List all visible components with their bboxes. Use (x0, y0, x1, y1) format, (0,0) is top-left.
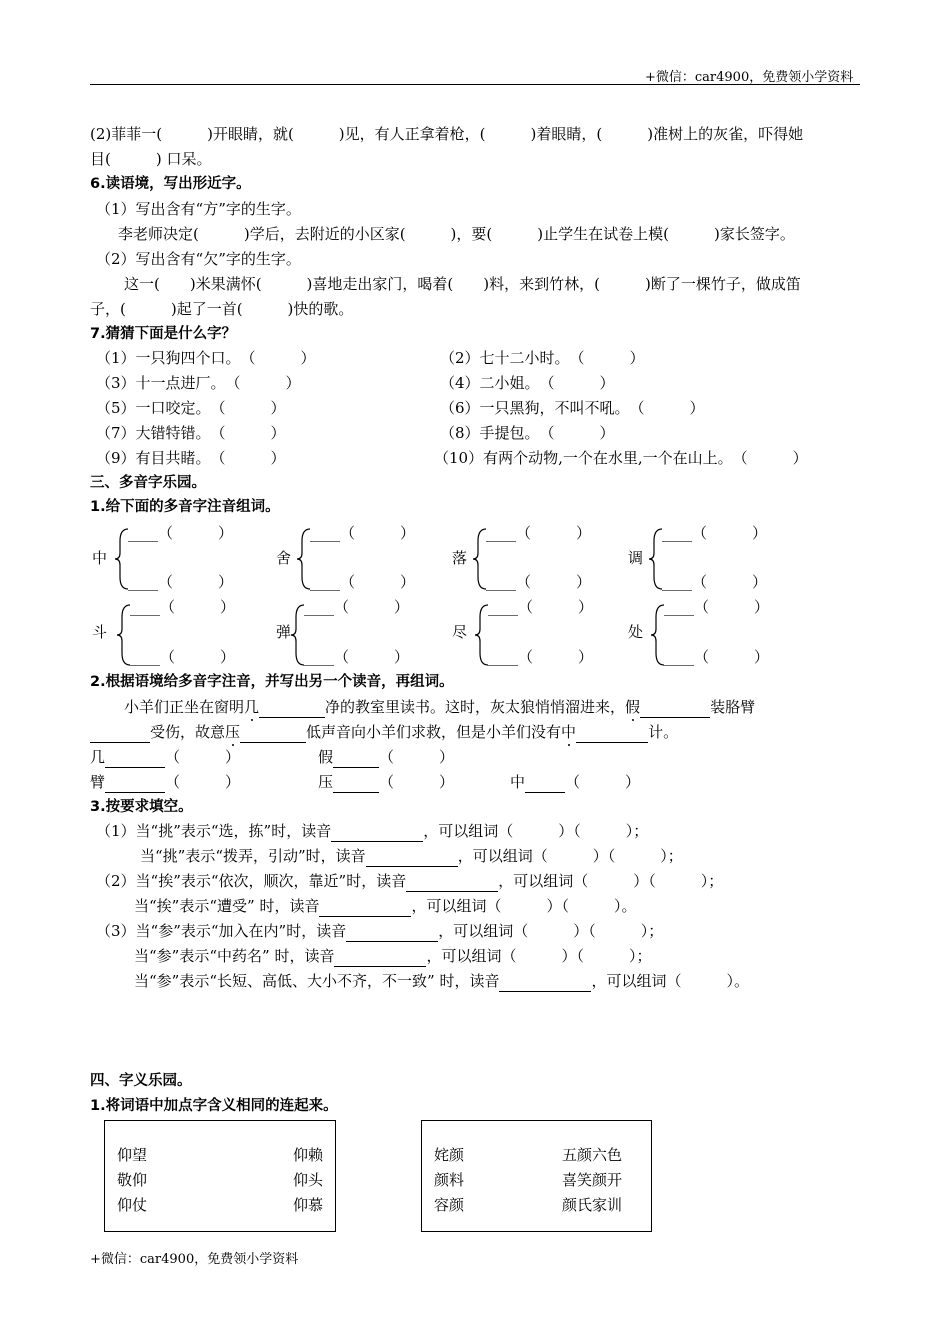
answer-blank[interactable] (499, 971, 591, 992)
prompt-text: （3）当“参”表示“加入在内”时，读音 (96, 922, 347, 940)
paren-blank[interactable]: （ ） (379, 773, 455, 791)
match-right-2[interactable]: 仰头 (293, 1171, 324, 1189)
poly-blank-bottom[interactable]: ____（ ） (664, 648, 770, 666)
dotted-char: 压 (225, 723, 241, 741)
answer-blank[interactable] (334, 946, 426, 967)
s3-q2-title: 2.根据语境给多音字注音，并写出另一个读音，再组词。 (90, 674, 454, 690)
paren-blank[interactable]: （ ） (565, 773, 641, 791)
section-4-title: 四、字义乐园。 (90, 1073, 192, 1089)
match-right-3[interactable]: 颜氏家训 (562, 1196, 623, 1214)
poly-blank-bottom[interactable]: ____（ ） (310, 573, 416, 591)
answer-blank[interactable] (333, 772, 379, 793)
s6-sub1-text: 李老师决定( )学后，去附近的小区家( )，要( )止学生在试卷上模( )家长签字。 (118, 225, 795, 243)
prompt-text: （1）当“挑”表示“选，拣”时，读音 (96, 822, 332, 840)
poly-char: 落 (452, 549, 468, 567)
answer-blank[interactable] (406, 871, 498, 892)
context-text: 净的教室里读书。这时，灰太狼悄悄溜进来， (325, 698, 626, 716)
context-text: 低声音向小羊们求救，但是小羊们没有 (306, 723, 562, 741)
s3-q2-context2 (90, 722, 678, 743)
paren-blank[interactable]: （ ） (165, 748, 241, 766)
prompt-text: ，可以组词（ ）（ ）； (438, 922, 664, 940)
answer-blank[interactable] (346, 921, 438, 942)
answer-blank[interactable] (640, 697, 710, 718)
riddle-7: （7）大错特错。 （ ） (96, 424, 286, 442)
dotted-char: 假 (625, 698, 641, 716)
answer-blank[interactable] (525, 772, 565, 793)
poly-blank-top[interactable]: ____（ ） (128, 524, 234, 542)
poly-blank-top[interactable]: ____（ ） (486, 524, 592, 542)
riddle-2: （2）七十二小时。 （ ） (440, 349, 645, 367)
answer-blank[interactable] (319, 896, 411, 917)
context-text: 装胳臂 (710, 698, 756, 716)
fill-char: 几 (90, 748, 106, 766)
s6-sub2-text1: 这一( )米果满怀( )喜地走出家门，喝着( )料，来到竹林，( )断了一棵竹子，做成笛 (124, 275, 801, 293)
riddle-4: （4）二小姐。 （ ） (440, 374, 615, 392)
section-6-title: 6.读语境，写出形近字。 (90, 176, 251, 192)
riddle-1: （1）一只狗四个口。 （ ） (96, 349, 316, 367)
match-left-2[interactable]: 颜料 (434, 1171, 465, 1189)
answer-blank[interactable] (90, 722, 150, 743)
prompt-text: 当“挨”表示“遭受” 时，读音 (134, 897, 320, 915)
fill-char: 压 (318, 773, 334, 791)
dotted-char: 几 (244, 698, 260, 716)
poly-char: 舍 (276, 549, 292, 567)
s3-q3-line5 (96, 921, 663, 942)
poly-char: 弹 (276, 623, 292, 641)
s3-q3-line2 (140, 846, 683, 867)
poly-blank-top[interactable]: ____（ ） (664, 598, 770, 616)
match-right-3[interactable]: 仰慕 (293, 1196, 324, 1214)
poly-blank-top[interactable]: ____（ ） (310, 524, 416, 542)
poly-blank-bottom[interactable]: ____（ ） (130, 648, 236, 666)
answer-blank[interactable] (105, 747, 165, 768)
s3-q3-line6 (134, 946, 651, 967)
prompt-text: ，可以组词（ ）。 (591, 972, 749, 990)
q2-line1: (2)菲菲一( )开眼睛，就( )见，有人正拿着枪，( )着眼睛，( )准树上的灰雀，吓得她 (90, 125, 804, 143)
match-left-1[interactable]: 姹颜 (434, 1146, 465, 1164)
q2-line2: 目( ) 口呆。 (90, 150, 212, 168)
section-7-title: 7.猜猜下面是什么字？ (90, 326, 237, 342)
page-header: +微信：car4900，免费领小学资料 (645, 70, 854, 85)
match-left-3[interactable]: 容颜 (434, 1196, 465, 1214)
poly-blank-top[interactable]: ____（ ） (662, 524, 768, 542)
match-left-2[interactable]: 敬仰 (117, 1171, 148, 1189)
fill-char: 中 (510, 773, 526, 791)
poly-char: 中 (92, 549, 108, 567)
poly-blank-bottom[interactable]: ____（ ） (488, 648, 594, 666)
context-text: 小羊们正坐在窗明 (124, 698, 245, 716)
match-left-3[interactable]: 仰仗 (117, 1196, 148, 1214)
section-3-title: 三、多音字乐园。 (90, 475, 206, 491)
poly-blank-bottom[interactable]: ____（ ） (128, 573, 234, 591)
prompt-text: ，可以组词（ ）（ ）； (457, 847, 683, 865)
fill-zhong (510, 772, 640, 793)
answer-blank[interactable] (105, 772, 165, 793)
poly-blank-bottom[interactable]: ____（ ） (486, 573, 592, 591)
poly-blank-bottom[interactable]: ____（ ） (304, 648, 410, 666)
poly-blank-top[interactable]: ____（ ） (304, 598, 410, 616)
poly-char: 处 (628, 623, 644, 641)
poly-char: 尽 (452, 623, 468, 641)
page-footer: +微信：car4900，免费领小学资料 (90, 1252, 299, 1267)
dotted-char: 中 (561, 723, 577, 741)
answer-blank[interactable] (366, 846, 458, 867)
fill-bi (90, 772, 240, 793)
poly-char: 调 (628, 549, 644, 567)
answer-blank[interactable] (240, 722, 306, 743)
riddle-10: （10）有两个动物,一个在水里,一个在山上。 （ ） (434, 449, 808, 467)
poly-blank-top[interactable]: ____（ ） (130, 598, 236, 616)
s3-q1-title: 1.给下面的多音字注音组词。 (90, 499, 280, 515)
riddle-8: （8）手提包。 （ ） (440, 424, 615, 442)
s6-sub2: （2）写出含有“欠”字的生字。 (96, 250, 301, 268)
s3-q2-context1 (124, 697, 755, 718)
header-rule (90, 84, 860, 85)
s3-q3-line1 (96, 821, 648, 842)
fill-jia (318, 747, 454, 768)
poly-blank-bottom[interactable]: ____（ ） (662, 573, 768, 591)
match-box-yang (104, 1120, 336, 1232)
prompt-text: （2）当“挨”表示“依次，顺次，靠近”时，读音 (96, 872, 407, 890)
prompt-text: 当“参”表示“长短、高低、大小不齐，不一致” 时，读音 (134, 972, 500, 990)
answer-blank[interactable] (259, 697, 325, 718)
riddle-6: （6）一只黑狗，不叫不吼。 （ ） (440, 399, 705, 417)
answer-blank[interactable] (576, 722, 648, 743)
fill-ya (318, 772, 454, 793)
match-right-1[interactable]: 仰赖 (293, 1146, 324, 1164)
fill-char: 假 (318, 748, 334, 766)
context-text: 受伤，故意 (150, 723, 226, 741)
riddle-3: （3）十一点进厂。 （ ） (96, 374, 301, 392)
paren-blank[interactable]: （ ） (165, 773, 241, 791)
poly-char: 斗 (92, 623, 108, 641)
s3-q3-title: 3.按要求填空。 (90, 799, 193, 815)
prompt-text: ，可以组词（ ）（ ）； (423, 822, 649, 840)
fill-ji (90, 747, 240, 768)
answer-blank[interactable] (331, 821, 423, 842)
s6-sub2-text2: 子，( )起了一首( )快的歌。 (90, 300, 354, 318)
poly-blank-top[interactable]: ____（ ） (488, 598, 594, 616)
prompt-text: ，可以组词（ ）（ ）； (498, 872, 724, 890)
prompt-text: ，可以组词（ ）（ ）； (426, 947, 652, 965)
prompt-text: 当“参”表示“中药名” 时，读音 (134, 947, 335, 965)
s4-q1-title: 1.将词语中加点字含义相同的连起来。 (90, 1098, 338, 1114)
fill-char: 臂 (90, 773, 106, 791)
context-text: 计。 (648, 723, 679, 741)
match-left-1[interactable]: 仰望 (117, 1146, 148, 1164)
match-box-yan (421, 1120, 652, 1232)
match-right-2[interactable]: 喜笑颜开 (562, 1171, 623, 1189)
s3-q3-line3 (96, 871, 723, 892)
s6-sub1: （1）写出含有“方”字的生字。 (96, 200, 301, 218)
match-right-1[interactable]: 五颜六色 (562, 1146, 623, 1164)
prompt-text: 当“挑”表示“拨弄，引动”时，读音 (140, 847, 366, 865)
riddle-9: （9）有目共睹。 （ ） (96, 449, 286, 467)
prompt-text: ，可以组词（ ）（ ）。 (411, 897, 637, 915)
s3-q3-line7 (134, 971, 749, 992)
riddle-5: （5）一口咬定。 （ ） (96, 399, 286, 417)
answer-blank[interactable] (333, 747, 379, 768)
s3-q3-line4 (134, 896, 636, 917)
paren-blank[interactable]: （ ） (379, 748, 455, 766)
